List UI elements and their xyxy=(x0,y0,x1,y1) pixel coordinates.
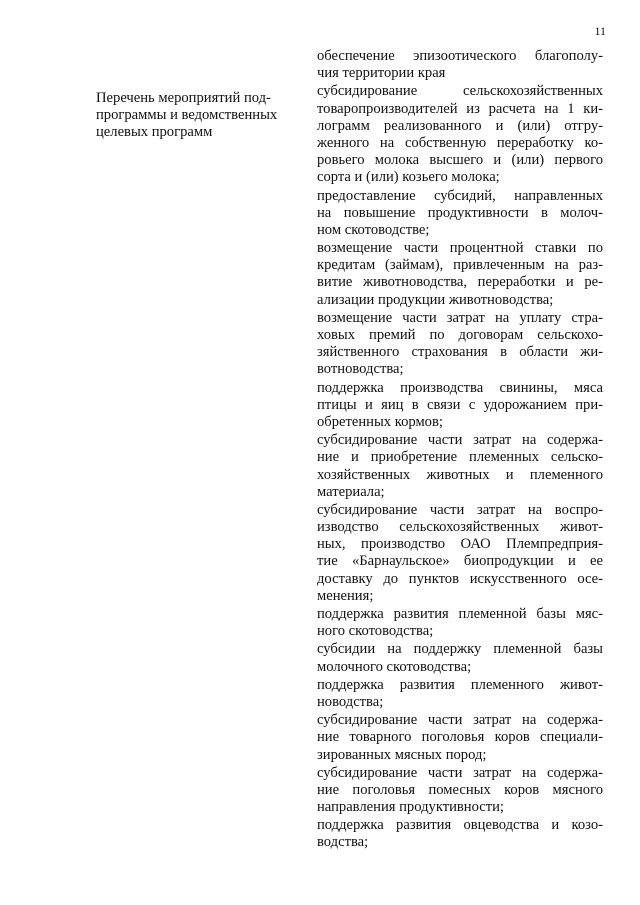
measure-item-line: товаропроизводителей из расчета на 1 ки- xyxy=(317,100,603,117)
measure-item-line: сорта и (или) козьего молока; xyxy=(317,169,500,186)
measure-item-line: ние поголовья помесных коров мясного xyxy=(317,781,603,798)
section-label-line: программы и ведомственных xyxy=(96,107,278,124)
section-label-line: Перечень мероприятий под- xyxy=(96,90,271,106)
measure-item-line: поддержка развития овцеводства и козо- xyxy=(317,817,603,834)
measure-item-line: витие животноводства, переработки и ре- xyxy=(317,274,603,291)
measure-item-line: ном скотоводстве; xyxy=(317,221,430,238)
measure-item xyxy=(317,817,603,851)
measure-item-line: зяйственного страхования в области жи- xyxy=(317,344,603,361)
measure-item-line: новодства; xyxy=(317,693,384,710)
measure-item-line: субсидирование части затрат на содержа- xyxy=(317,712,603,729)
measure-item-line: хозяйственных животных и племенного xyxy=(317,466,603,483)
measure-item xyxy=(317,677,603,711)
measure-item-line: поддержка развития племенной базы мяс- xyxy=(317,606,603,622)
measure-item-line: зированных мясных пород; xyxy=(317,746,487,763)
measure-item-line: ние и приобретение племенных сельско- xyxy=(317,449,603,466)
page-number: 11 xyxy=(594,24,606,38)
measure-item-line: ровьего молока высшего и (или) первого xyxy=(317,152,603,169)
measure-item xyxy=(317,240,603,309)
measure-item-line: поддержка развития племенного живот- xyxy=(317,676,603,693)
measure-item-line: на повышение продуктивности в молоч- xyxy=(317,204,603,221)
measure-item-line: водства; xyxy=(317,834,369,851)
measure-item-line: женного на собственную переработку ко- xyxy=(317,134,603,151)
measure-item-line: материала; xyxy=(317,483,385,500)
measure-item-line: обеспечение эпизоотического благополу- xyxy=(317,48,603,64)
measure-item xyxy=(317,83,603,186)
measure-item xyxy=(317,641,603,675)
measure-item xyxy=(317,502,603,605)
measure-item-line: доставку до пунктов искусственного осе- xyxy=(317,570,603,587)
measure-item xyxy=(317,310,603,379)
measure-item-line: ние товарного поголовья коров специали- xyxy=(317,729,603,746)
measure-item-line: ных, производство ОАО Племпредприя- xyxy=(317,536,603,553)
section-label xyxy=(96,90,296,142)
measure-item-line: субсидирование части затрат на содержа- xyxy=(317,432,603,449)
measure-item xyxy=(317,712,603,764)
measure-item-line: ного скотоводства; xyxy=(317,623,434,640)
measure-item-line: субсидии на поддержку племенной базы xyxy=(317,641,603,658)
measure-item-line: ховых премий по договорам сельскохо- xyxy=(317,327,603,343)
measure-item-line: тие «Барнаульское» биопродукции и ее xyxy=(317,553,603,570)
measure-item-line: чия территории края xyxy=(317,65,446,82)
measure-item-line: возмещение части процентной ставки по xyxy=(317,240,603,257)
measure-item xyxy=(317,432,603,501)
measure-item-line: возмещение части затрат на уплату стра- xyxy=(317,309,603,326)
measure-item-line: кредитам (займам), привлеченным на раз- xyxy=(317,257,603,274)
measure-item-line: субсидирование части затрат на содержа- xyxy=(317,764,603,781)
measure-item-line: вотноводства; xyxy=(317,361,404,378)
measure-item xyxy=(317,188,603,240)
measure-item-line: обретенных кормов; xyxy=(317,413,443,430)
measure-item xyxy=(317,48,603,82)
measure-item xyxy=(317,765,603,817)
measure-item-line: молочного скотоводства; xyxy=(317,658,472,675)
measure-item-line: птицы и яиц в связи с удорожанием при- xyxy=(317,396,603,413)
measure-item-line: поддержка производства свинины, мяса xyxy=(317,379,603,396)
measure-item-line: предоставление субсидий, направленных xyxy=(317,187,603,204)
measure-item-line: изводство сельскохозяйственных живот- xyxy=(317,519,603,536)
measure-item xyxy=(317,380,603,432)
measure-item xyxy=(317,606,603,640)
measure-item-line: субсидирование сельскохозяйственных xyxy=(317,83,603,100)
section-label-line: целевых программ xyxy=(96,124,213,141)
measure-item-line: лограмм реализованного и (или) отгру- xyxy=(317,117,603,134)
measure-item-line: субсидирование части затрат на воспро- xyxy=(317,501,603,518)
measure-item-line: менения; xyxy=(317,587,374,604)
measures-list xyxy=(317,48,603,853)
measure-item-line: направления продуктивности; xyxy=(317,799,504,816)
measure-item-line: ализации продукции животноводства; xyxy=(317,291,554,308)
